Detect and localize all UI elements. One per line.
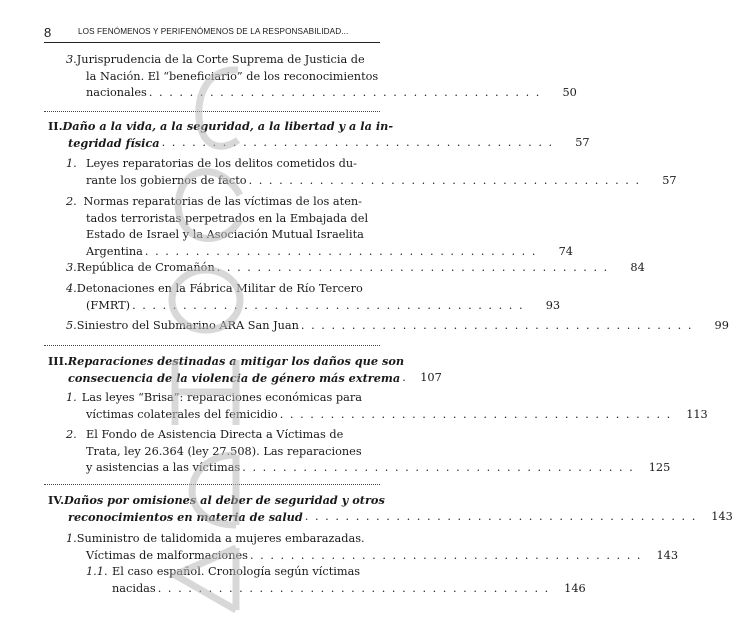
section-text-line: Daño a la vida, a la seguridad, a la libertad y a la in- — [62, 119, 394, 133]
entry-number: 3. — [66, 261, 77, 274]
dot-leader: . . . . . . . . . . . . . . . . . . . . . . . . . . . . . . . . . . . . . . . — [250, 548, 643, 562]
page-number: 8 — [44, 25, 52, 40]
entry-text-line: tados terroristas perpetrados en la Embajada del — [86, 211, 369, 225]
entry-text-line: El Fondo de Asistencia Directa a Víctimas de — [86, 428, 344, 441]
entry-page: 57 — [575, 135, 590, 149]
dot-leader: . . . . . . . . . . . . . . . . . . . . . . . . . . . . . . . . . . . . . . . — [279, 407, 672, 421]
entry-page: 93 — [545, 298, 561, 312]
dot-leader: . . . . . . . . . . . . . . . . . . . . . . . . . . . . . . . . . . . . . . . — [216, 261, 609, 274]
entry-page: 74 — [558, 244, 573, 258]
toc-entry — [66, 427, 671, 477]
entry-number: 2. — [66, 195, 77, 208]
entry-page: 143 — [711, 509, 733, 523]
dot-leader: . . . . . . . . . . . . . . . . . . . . . . . . . . . . . . . . . . . . . . . — [242, 461, 635, 474]
entry-text-line: Estado de Israel y la Asociación Mutual Israelita — [86, 228, 364, 241]
dot-leader: . . . . . . . . . . . . . . . . . . . . . . . . . . . . . . . . . . . . . . . — [148, 86, 541, 99]
entry-text-line: y asistencias a las víctimas — [86, 461, 241, 474]
entry-text-line: Siniestro del Submarino ARA San Juan — [76, 319, 299, 332]
section-separator — [44, 345, 380, 346]
entry-text-line: nacidas — [112, 581, 156, 595]
header-rule — [44, 42, 380, 43]
entry-page: 84 — [630, 261, 645, 274]
entry-text-line: El caso español. Cronología según víctimas — [112, 565, 361, 578]
section-number: IV. — [48, 493, 65, 507]
entry-page: 125 — [648, 461, 671, 474]
entry-number: 4. — [66, 282, 77, 295]
entry-page: 146 — [564, 581, 586, 595]
toc-entry — [66, 531, 679, 564]
entry-number: 3. — [66, 53, 77, 66]
entry-text-line: Víctimas de malformaciones — [86, 548, 248, 562]
entry-number: 1. — [66, 532, 77, 545]
entry-page: 107 — [420, 370, 442, 384]
toc-entry — [66, 390, 708, 423]
entry-text-line: víctimas colaterales del femicidio — [86, 407, 278, 421]
entry-text-line: (FMRT) — [86, 298, 131, 312]
entry-number: 1. — [66, 157, 77, 170]
section-number: II. — [48, 119, 63, 133]
entry-text-line: Detonaciones en la Fábrica Militar de Río Tercero — [76, 282, 363, 295]
entry-text-line: Leyes reparatorias de los delitos cometidos du- — [86, 157, 357, 170]
toc-entry — [66, 194, 573, 260]
entry-number: 1.1. — [86, 565, 108, 578]
section-separator — [44, 484, 380, 485]
toc-entry — [66, 156, 677, 189]
dot-leader: . . . . . . . . . . . . . . . . . . . . . . . . . . . . . . . . . . . . . . . — [248, 173, 641, 187]
entry-page: 50 — [562, 86, 577, 99]
section-number: III. — [48, 354, 68, 368]
toc-section — [48, 118, 590, 151]
dot-leader: . — [402, 370, 406, 384]
dot-leader: . . . . . . . . . . . . . . . . . . . . . . . . . . . . . . . . . . . . . . . — [304, 509, 697, 523]
section-text-line: reconocimientos en materia de salud — [68, 509, 303, 524]
entry-page: 143 — [656, 548, 679, 562]
dot-leader: . . . . . . . . . . . . . . . . . . . . . . . . . . . . . . . . . . . . . . . — [132, 298, 525, 312]
section-separator — [44, 111, 380, 112]
toc-subentry — [86, 564, 586, 597]
entry-number: 1. — [66, 391, 77, 404]
entry-text-line: Trata, ley 26.364 (ley 27.508). Las reparaciones — [86, 444, 362, 458]
toc-section — [48, 492, 733, 525]
entry-text-line: Jurisprudencia de la Corte Suprema de Justicia de — [76, 53, 365, 66]
dot-leader: . . . . . . . . . . . . . . . . . . . . . . . . . . . . . . . . . . . . . . . — [157, 581, 550, 595]
toc-section — [48, 353, 442, 386]
entry-text-line: nacionales — [86, 86, 147, 99]
dot-leader: . . . . . . . . . . . . . . . . . . . . . . . . . . . . . . . . . . . . . . . — [300, 319, 693, 332]
running-title: LOS FENÓMENOS Y PERIFENÓMENOS DE LA RESPONSABILIDAD... — [78, 27, 349, 36]
entry-page: 57 — [662, 173, 677, 187]
dot-leader: . . . . . . . . . . . . . . . . . . . . . . . . . . . . . . . . . . . . . . . — [161, 135, 554, 149]
entry-page: 113 — [686, 407, 708, 421]
entry-number: 2. — [66, 428, 77, 441]
toc-entry — [66, 52, 577, 102]
section-text-line: Daños por omisiones al deber de seguridad y otros — [64, 493, 385, 507]
entry-page: 99 — [714, 319, 729, 332]
entry-text-line: Las leyes “Brisa”: reparaciones económicas para — [81, 391, 362, 404]
entry-text-line: la Nación. El “beneficiario” de los reconocimientos — [86, 69, 379, 83]
toc-entry — [66, 318, 729, 335]
toc-entry — [66, 281, 561, 314]
section-text-line: Reparaciones destinadas a mitigar los daños que son — [67, 354, 405, 368]
dot-leader: . . . . . . . . . . . . . . . . . . . . . . . . . . . . . . . . . . . . . . . — [144, 244, 537, 258]
entry-text-line: República de Cromañón — [76, 261, 215, 274]
entry-text-line: Argentina — [86, 244, 143, 258]
section-text-line: consecuencia de la violencia de género más extrema — [68, 370, 401, 385]
entry-text-line: Suministro de talidomida a mujeres embarazadas. — [76, 532, 365, 545]
entry-number: 5. — [66, 319, 77, 332]
entry-text-line: rante los gobiernos de facto — [86, 173, 247, 187]
section-text-line: tegridad física — [68, 135, 160, 150]
entry-text-line: Normas reparatorias de las víctimas de los aten- — [83, 195, 362, 208]
toc-entry — [66, 260, 645, 277]
